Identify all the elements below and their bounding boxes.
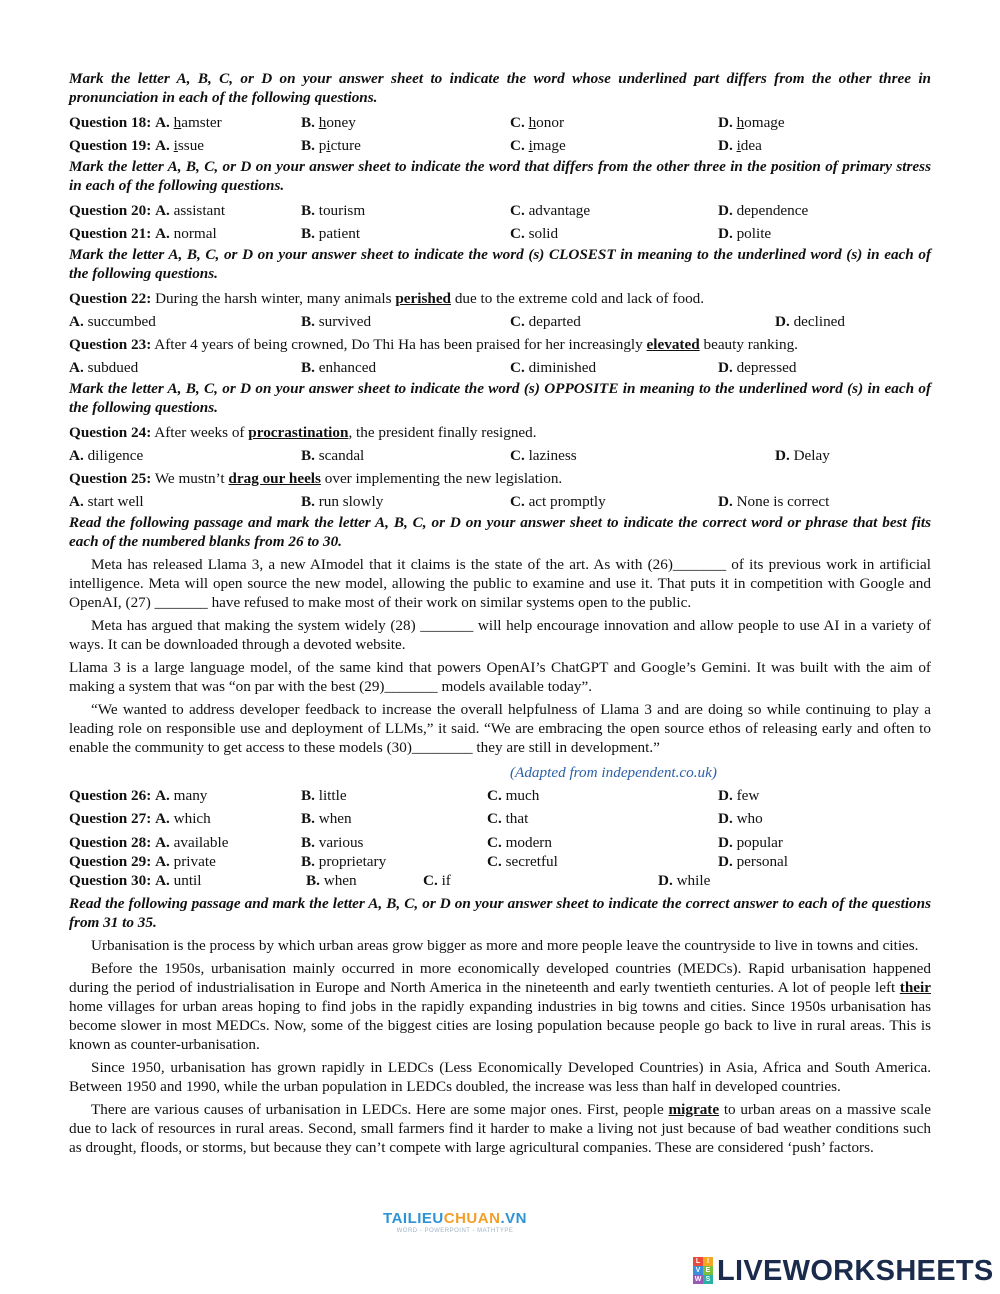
option-a[interactable]: normal	[173, 225, 217, 242]
option-d[interactable]: None is correct	[736, 493, 830, 510]
instruction-closest: Mark the letter A, B, C, or D on your answer sheet to indicate the word (s) CLOSEST in meaning to the underlined word (s) in each of the following questions.	[69, 246, 931, 282]
reading-paragraph-2: Before the 1950s, urbanisation mainly occurred in more economically developed countries (MEDCs). Rapid urbanisation happened during the period of industrialisation in Europe and North America in the nineteenth and early twentieth centuries. A lot of people left their home villages for urban areas hoping to find jobs in the rapidly expanding industries in big towns and cities. Since 1950s urbanisation has become slower in most MEDCs. Now, some of the biggest cities are losing population because people go back to live in rural areas. This is known as counter-urbanisation.	[69, 960, 932, 1053]
question-23-options: A. subdued B. enhanced C. diminished D. depressed	[69, 359, 797, 376]
option-c[interactable]: laziness	[528, 447, 577, 464]
question-30: Question 30: A. until B. when C. if D. while	[69, 872, 711, 889]
key-word: perished	[395, 290, 452, 307]
option-a[interactable]: which	[173, 810, 211, 827]
question-27: Question 27: A. which B. when C. that D. who	[69, 810, 763, 827]
question-25-options: A. start well B. run slowly C. act promptly D. None is correct	[69, 493, 830, 510]
option-c[interactable]: if	[441, 872, 451, 889]
source-citation: (Adapted from independent.co.uk)	[510, 764, 717, 781]
cloze-paragraph-2: Meta has argued that making the system widely (28) _______ will help encourage innovation and allow people to use AI in a variety of ways. It can be downloaded through a devoted website.	[69, 617, 931, 653]
option-a[interactable]: start well	[87, 493, 144, 510]
brand-tagline: WORD - POWERPOINT - MATHTYPE	[396, 1228, 514, 1234]
reading-paragraph-1: Urbanisation is the process by which urban areas grow bigger as more and more people leave the countryside to live in towns and cities.	[91, 937, 919, 954]
option-c[interactable]: that	[505, 810, 529, 827]
key-word: elevated	[646, 336, 700, 353]
option-b[interactable]: honey	[318, 114, 356, 131]
option-d[interactable]: while	[676, 872, 711, 889]
key-word: procrastination	[248, 424, 349, 441]
option-c[interactable]: diminished	[528, 359, 597, 376]
option-a[interactable]: succumbed	[87, 313, 156, 330]
option-a[interactable]: assistant	[173, 202, 226, 219]
cloze-paragraph-3: Llama 3 is a large language model, of the same kind that powers OpenAI’s ChatGPT and Google’s Gemini. It was built with the aim of making a system that was “on par with the best (29)_______ models available today”.	[69, 659, 931, 695]
option-d[interactable]: few	[736, 787, 760, 804]
option-b[interactable]: scandal	[318, 447, 365, 464]
option-a[interactable]: available	[173, 834, 229, 851]
reading-paragraph-4: There are various causes of urbanisation in LEDCs. Here are some major ones. First, people migrate to urban areas on a massive scale due to lack of resources in rural areas. Second, small farmers find it harder to make a living not just because of bad weather conditions such as drought, floods, or storms, but because they can’t compete with large agricultural companies. These are considered ‘push’ factors.	[69, 1101, 932, 1156]
option-c[interactable]: secretful	[505, 853, 558, 870]
question-28: Question 28: A. available B. various C. modern D. popular	[69, 834, 783, 851]
option-b[interactable]: various	[318, 834, 364, 851]
option-d[interactable]: popular	[736, 834, 783, 851]
option-b[interactable]: when	[318, 810, 352, 827]
option-c[interactable]: honor	[528, 114, 564, 131]
liveworksheets-logo[interactable]	[693, 1256, 994, 1286]
option-c[interactable]: solid	[528, 225, 559, 242]
question-25-stem: Question 25: We mustn’t drag our heels over implementing the new legislation.	[69, 470, 563, 487]
question-19: Question 19: A. issue B. picture C. image D. idea	[69, 137, 762, 154]
instruction-stress: Mark the letter A, B, C, or D on your answer sheet to indicate the word that differs from the other three in the position of primary stress in each of the following questions.	[69, 158, 931, 194]
option-a[interactable]: hamster	[173, 114, 222, 131]
option-d[interactable]: polite	[736, 225, 772, 242]
option-d[interactable]: personal	[736, 853, 789, 870]
reading-paragraph-3: Since 1950, urbanisation has grown rapidly in LEDCs (Less Economically Developed Countries) in Asia, Africa and South America. Between 1950 and 1990, while the urban population in LEDCs doubled, the increase was less than half in developed countries.	[69, 1059, 931, 1095]
key-word: drag our heels	[228, 470, 321, 487]
question-26: Question 26: A. many B. little C. much D. few	[69, 787, 760, 804]
option-a[interactable]: subdued	[87, 359, 139, 376]
option-b[interactable]: little	[318, 787, 347, 804]
question-18: Question 18: A. hamster B. honey C. honor D. homage	[69, 114, 785, 131]
question-24-stem: Question 24: After weeks of procrastination, the president finally resigned.	[69, 424, 537, 441]
option-c[interactable]: departed	[528, 313, 581, 330]
option-b[interactable]: enhanced	[318, 359, 377, 376]
option-c[interactable]: image	[528, 137, 566, 154]
liveworksheets-wordmark: LIVEWORKSHEETS	[717, 1254, 994, 1287]
instruction-pronunciation: Mark the letter A, B, C, or D on your answer sheet to indicate the word whose underlined part differs from the other three in pronunciation in each of the following questions.	[69, 70, 931, 106]
option-d[interactable]: dependence	[736, 202, 809, 219]
question-23-stem: Question 23: After 4 years of being crowned, Do Thi Ha has been praised for her increasingly elevated beauty ranking.	[69, 336, 798, 353]
option-a[interactable]: until	[173, 872, 202, 889]
option-b[interactable]: when	[323, 872, 357, 889]
option-d[interactable]: Delay	[793, 447, 830, 464]
option-b[interactable]: tourism	[318, 202, 366, 219]
option-d[interactable]: idea	[736, 137, 762, 154]
question-21: Question 21: A. normal B. patient C. solid D. polite	[69, 225, 772, 242]
instruction-reading: Read the following passage and mark the letter A, B, C, or D on your answer sheet to indicate the correct answer to each of the questions from 31 to 35.	[69, 895, 931, 931]
option-b[interactable]: run slowly	[318, 493, 384, 510]
cloze-paragraph-4: “We wanted to address developer feedback to increase the overall helpfulness of Llama 3 and are doing so while continuing to play a leading role on responsible use and deployment of LLMs,” it said. “We are embracing the open source ethos of releasing early and often to enable the community to get access to these models (30)________ they are still in development.”	[69, 701, 931, 756]
instruction-opposite: Mark the letter A, B, C, or D on your answer sheet to indicate the word (s) OPPOSITE in meaning to the underlined word (s) in each of the following questions.	[69, 380, 931, 416]
brand-name: TAILIEUCHUAN.VN	[383, 1210, 527, 1227]
question-24-options: A. diligence B. scandal C. laziness D. Delay	[69, 447, 830, 464]
option-b[interactable]: patient	[318, 225, 361, 242]
option-d[interactable]: declined	[793, 313, 846, 330]
question-20: Question 20: A. assistant B. tourism C. advantage D. dependence	[69, 202, 809, 219]
option-b[interactable]: picture	[318, 137, 361, 154]
option-a[interactable]: private	[173, 853, 216, 870]
key-word: migrate	[668, 1101, 720, 1118]
option-a[interactable]: diligence	[87, 447, 144, 464]
source-link[interactable]: independent.co.uk	[601, 764, 712, 781]
option-c[interactable]: much	[505, 787, 540, 804]
option-d[interactable]: homage	[736, 114, 785, 131]
question-22-options: A. succumbed B. survived C. departed D. declined	[69, 313, 846, 330]
option-d[interactable]: who	[736, 810, 763, 827]
instruction-cloze: Read the following passage and mark the letter A, B, C, or D on your answer sheet to indicate the correct word or phrase that best fits each of the numbered blanks from 26 to 30.	[69, 514, 931, 550]
cloze-paragraph-1: Meta has released Llama 3, a new AImodel that it claims is the state of the art. As with (26)_______ of its previous work in artificial intelligence. Meta will open source the new model, allowing the public to examine and use it. That puts it in competition with Google and OpenAI, (27) _______ have refused to make most of their work on similar systems open to the public.	[69, 556, 931, 611]
question-label: Question 18:	[69, 114, 152, 131]
question-label: Question 19:	[69, 137, 152, 154]
option-c[interactable]: act promptly	[528, 493, 606, 510]
key-word: their	[899, 979, 932, 996]
question-22-stem: Question 22: During the harsh winter, many animals perished due to the extreme cold and lack of food.	[69, 290, 705, 307]
question-29: Question 29: A. private B. proprietary C. secretful D. personal	[69, 853, 789, 870]
option-c[interactable]: modern	[505, 834, 552, 851]
option-b[interactable]: survived	[318, 313, 372, 330]
option-a[interactable]: many	[173, 787, 208, 804]
worksheet-page	[69, 69, 931, 1161]
option-d[interactable]: depressed	[736, 359, 797, 376]
tailieuchuan-watermark	[360, 1210, 550, 1234]
option-c[interactable]: advantage	[528, 202, 591, 219]
liveworksheets-icon: L I V E W S	[693, 1257, 713, 1285]
option-b[interactable]: proprietary	[318, 853, 387, 870]
option-a[interactable]: issue	[173, 137, 205, 154]
